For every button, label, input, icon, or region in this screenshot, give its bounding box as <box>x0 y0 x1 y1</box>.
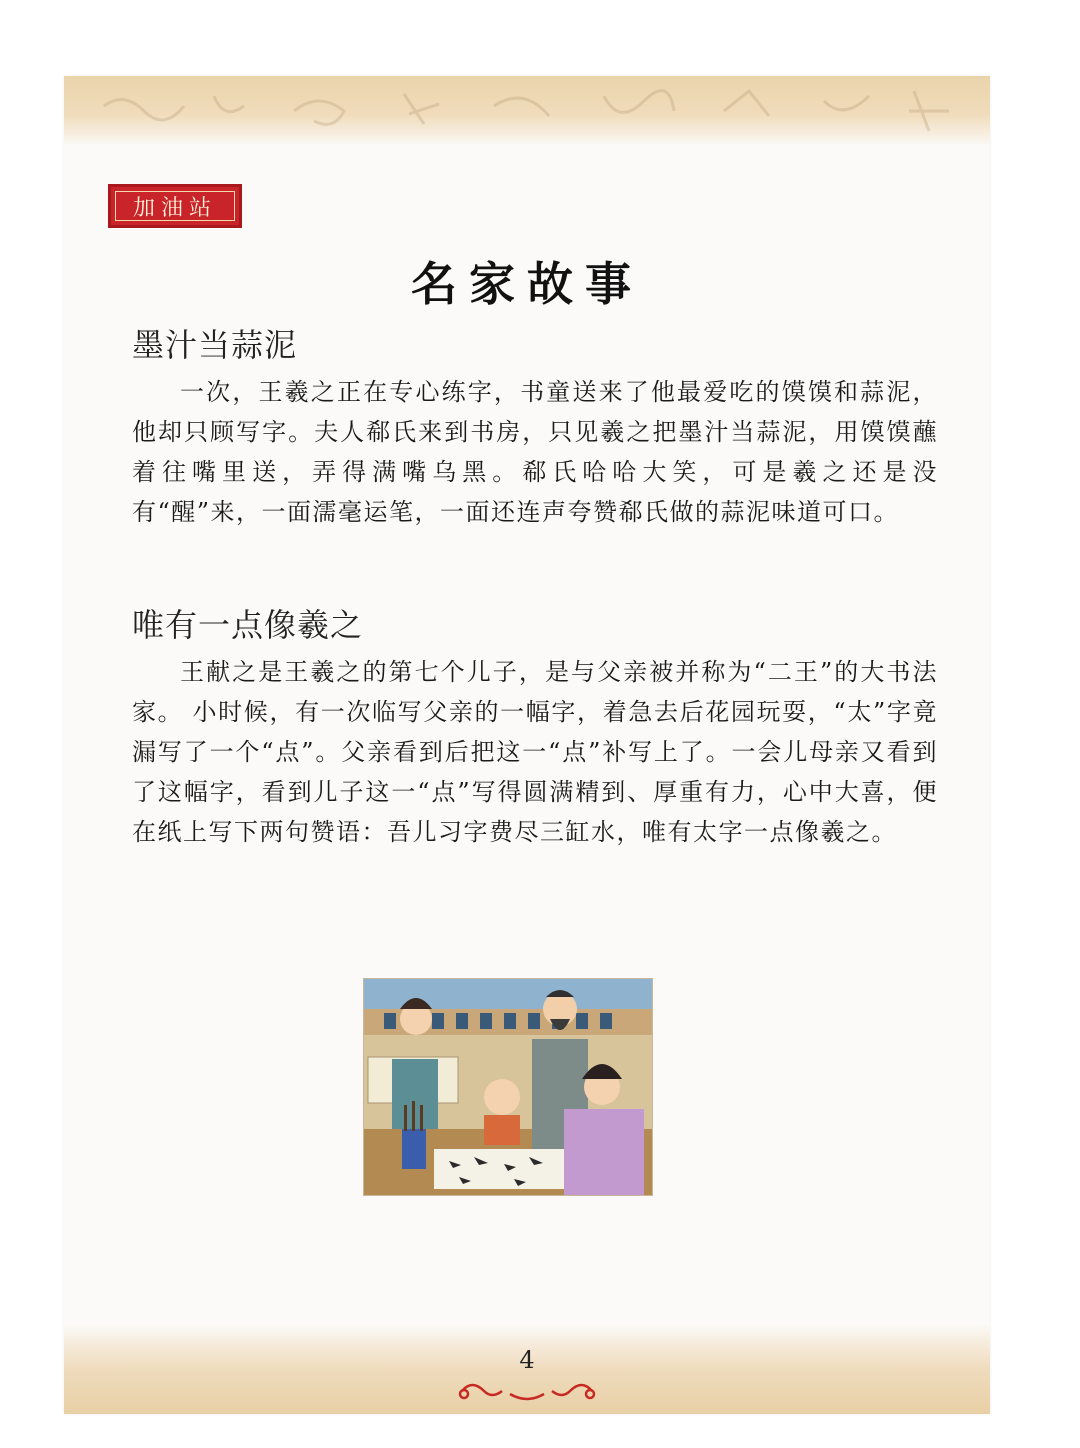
story-title: 墨汁当蒜泥 <box>132 326 298 364</box>
cartoon-illustration <box>363 978 653 1196</box>
section-badge <box>108 184 242 228</box>
calligraphy-watermark <box>64 76 990 146</box>
story-body: 王献之是王羲之的第七个儿子，是与父亲被并称为“二王”的大书法家。 小时候，有一次临写父亲的一幅字，着急去后花园玩耍，“太”字竟漏写了一个“点”。父亲看到后把这一“点”补写上了。一会儿母亲又看到了这幅字，看到儿子这一“点”写得圆满精到、厚重有力，心中大喜，便在纸上写下两句赞语：吾儿习字费尽三缸水，唯有太字一点像羲之。 <box>132 658 938 846</box>
badge-label: 加油站 <box>132 195 217 221</box>
page-title: 名家故事 <box>411 257 643 311</box>
story-body: 一次，王羲之正在专心练字，书童送来了他最爱吃的馍馍和蒜泥，他却只顾写字。夫人郗氏来到书房，只见羲之把墨汁当蒜泥，用馍馍蘸着往嘴里送，弄得满嘴乌黑。郗氏哈哈大笑，可是羲之还是没有“醒”来，一面濡毫运笔，一面还连声夸赞郗氏做的蒜泥味道可口。 <box>132 378 938 526</box>
story-section <box>132 320 938 532</box>
book-page <box>64 76 990 1414</box>
story-title: 唯有一点像羲之 <box>132 606 364 644</box>
story-section <box>132 600 938 852</box>
page-number: 4 <box>519 1346 535 1374</box>
top-decorative-banner <box>64 76 990 146</box>
scroll-ornament-icon <box>452 1376 602 1406</box>
